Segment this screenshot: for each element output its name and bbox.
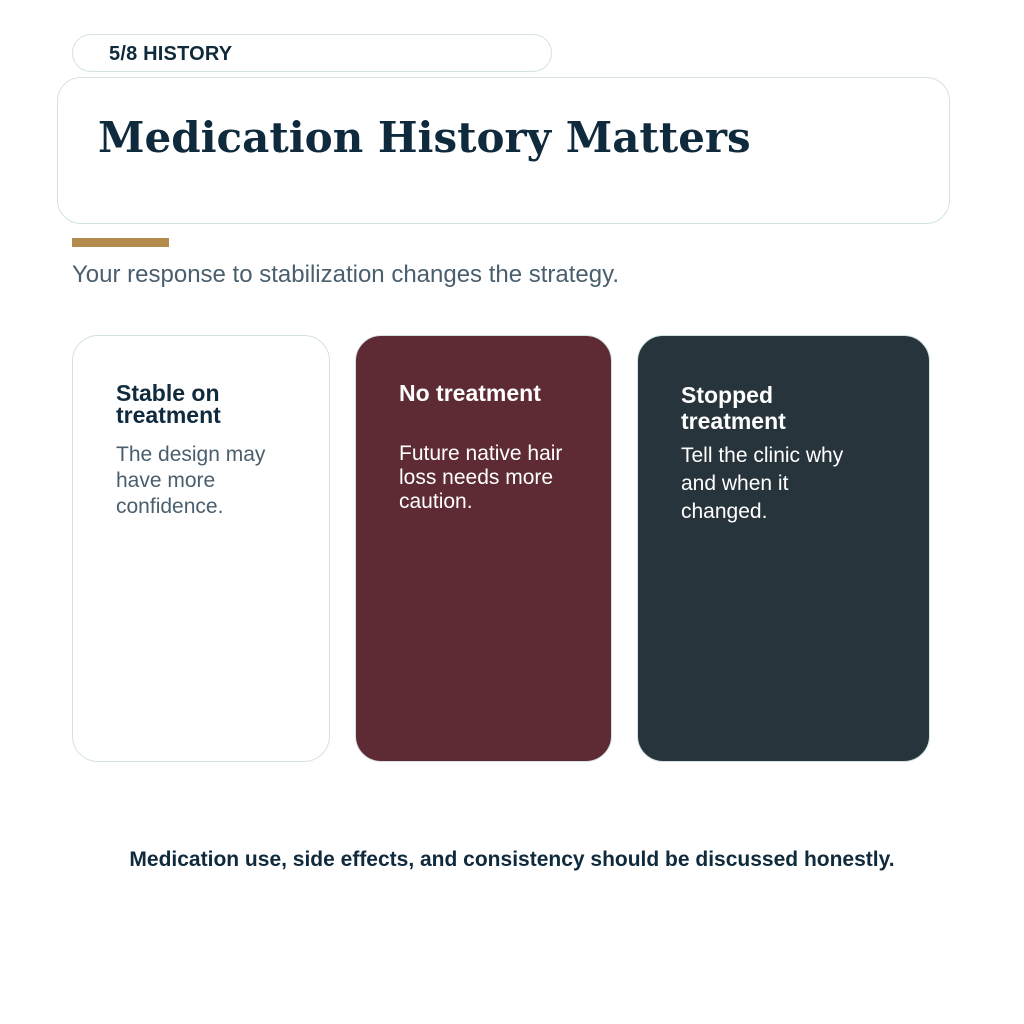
card-heading: Stopped treatment (681, 382, 786, 434)
page-subtitle: Your response to stabilization changes the strategy. (72, 261, 620, 288)
card-body: Tell the clinic why and when it changed. (681, 444, 844, 523)
card-body: Future native hair loss needs more caution. (399, 442, 563, 513)
card-no-treatment (355, 335, 612, 762)
section-badge-label: 5/8 HISTORY (109, 43, 233, 65)
card-heading: No treatment (399, 380, 541, 406)
card-body: The design may have more confidence. (116, 443, 266, 518)
footer-note: Medication use, side effects, and consistency should be discussed honestly. (129, 848, 895, 871)
card-heading: Stable on treatment (116, 380, 221, 428)
page-title: Medication History Matters (98, 113, 751, 162)
card-stable-on-treatment (72, 335, 330, 762)
section-badge (72, 34, 552, 72)
accent-divider (72, 238, 169, 247)
title-card (57, 77, 950, 224)
card-stopped-treatment (637, 335, 930, 762)
